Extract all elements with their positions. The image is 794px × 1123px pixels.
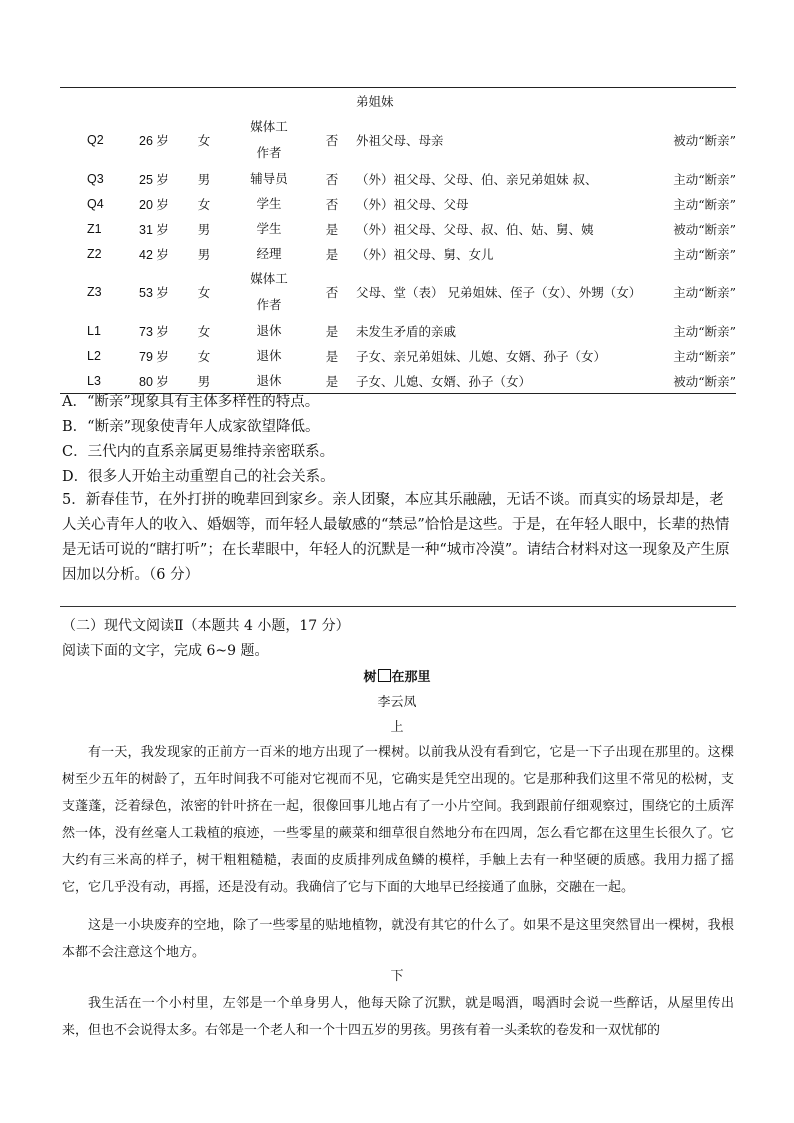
married-cell: 是 [325,246,339,262]
age-cell: 42 岁 [139,247,169,262]
id-cell: Z3 [87,285,102,299]
id-cell: L3 [87,373,101,388]
id-cell: Q4 [87,196,104,211]
section-divider [60,606,736,607]
relatives-cell: （外）祖父母、父母 [356,196,469,212]
option-d: D．很多人开始主动重塑自己的社会关系。 [62,469,335,485]
relatives-cell: 子女、儿媳、女婿、孙子（女） [356,373,532,389]
gender-cell: 女 [197,323,211,339]
relatives-cell: 父母、堂（表） 兄弟姐妹、侄子（女）、外甥（女） [356,285,642,300]
table-row [60,191,736,216]
gender-cell: 女 [197,348,211,364]
survey-table [60,87,736,394]
id-cell: L1 [87,323,101,338]
job-line: 学生 [256,195,282,211]
box-glyph-icon [378,669,391,682]
job-cell [224,318,314,344]
article-title-part1: 树 [363,670,377,685]
job-line: 媒体工 [250,271,288,286]
id-cell: L2 [87,348,101,363]
relatives-cell: 子女、亲兄弟姐妹、儿媳、女婿、孙子（女） [356,348,607,364]
age-cell: 80 岁 [139,374,169,389]
article-paragraph-1: 有一天，我发现家的正前方一百米的地方出现了一棵树。以前我从没有看到它，它是一下子出现在那里的。这棵树至少五年的树龄了，五年时间我不可能对它视而不见，它确实是凭空出现的。它是那种我们这里不常见的松树，支支蓬蓬，泛着绿色，浓密的针叶挤在一起，很像回事儿地占有了一小片空间。我到跟前仔细观察过，围绕它的土质浑然一体，没有丝毫人工栽植的痕迹，一些零星的蕨菜和细草很自然地分布在四周，怎么看它都在这里生长很久了。它大约有三米高的样子，树干粗粗糙糙，表面的皮质排列成鱼鳞的模样，手触上去有一种坚硬的质感。我用力摇了摇它，它几乎没有动，再摇，还是没有动。我确信了它与下面的大地早已经接通了血脉，交融在一起。 [62,745,734,895]
age-cell: 79 岁 [139,349,169,364]
job-cell [224,216,314,242]
married-cell: 否 [325,171,339,187]
type-cell: 被动“断亲” [673,221,736,237]
table-row [60,266,736,318]
age-cell: 26 岁 [139,134,169,148]
age-cell: 53 岁 [139,286,169,300]
table-row [60,343,736,368]
table-row [60,114,736,166]
age-cell: 31 岁 [139,222,169,237]
married-cell: 是 [325,348,339,364]
type-cell: 被动“断亲” [673,373,736,389]
married-cell: 是 [325,221,339,237]
table-row [60,318,736,343]
article-paragraph-3: 我生活在一个小村里，左邻是一个单身男人，他每天除了沉默，就是喝酒，喝酒时会说一些醉话，从屋里传出来，但也不会说得太多。右邻是一个老人和一个十四五岁的男孩。男孩有着一头柔软的卷发和一双忧郁的 [62,996,734,1038]
relatives-cell: （外）祖父母、父母、叔、伯、姑、舅、姨 [356,221,594,237]
job-line: 退休 [256,322,282,338]
option-b: B．“断亲”现象使青年人成家欲望降低。 [62,419,320,435]
id-cell: Q3 [87,171,104,186]
job-cell [224,166,314,192]
job-line: 辅导员 [250,170,288,186]
part-heading-1: 上 [390,720,404,735]
relatives-cell: （外）祖父母、父母、伯、亲兄弟姐妹 叔、 [356,171,598,187]
relatives-cell: （外）祖父母、舅、女儿 [356,246,494,262]
job-line: 学生 [256,220,282,236]
married-cell: 是 [325,323,339,339]
job-line: 作者 [256,297,282,312]
type-cell: 被动“断亲” [673,133,736,148]
article-author: 李云凤 [377,695,417,710]
gender-cell: 男 [197,171,211,187]
relatives-cell: 未发生矛盾的亲戚 [356,323,457,339]
married-cell: 否 [325,196,339,212]
type-cell: 主动“断亲” [673,348,736,364]
job-cell [224,343,314,369]
section-title: （二）现代文阅读Ⅱ（本题共 4 小题，17 分） [62,618,350,634]
job-line: 作者 [256,145,282,160]
article-title-part2: 在那里 [391,670,431,685]
job-cell [224,241,314,267]
id-cell: Q2 [87,133,104,147]
age-cell: 73 岁 [139,324,169,339]
table-body [60,114,736,393]
type-cell: 主动“断亲” [673,171,736,187]
gender-cell: 男 [197,221,211,237]
gender-cell: 女 [197,196,211,212]
article-paragraph-2: 这是一小块废弃的空地，除了一些零星的贴地植物，就没有其它的什么了。如果不是这里突然冒出一棵树，我根本都不会注意这个地方。 [62,918,734,960]
married-cell: 是 [325,373,339,389]
type-cell: 主动“断亲” [673,285,736,300]
job-line: 退休 [256,347,282,363]
type-cell: 主动“断亲” [673,246,736,262]
age-cell: 20 岁 [139,197,169,212]
table-row-continuation [60,88,736,114]
table-row [60,216,736,241]
job-line: 媒体工 [250,119,288,134]
table-row [60,166,736,191]
gender-cell: 男 [197,246,211,262]
gender-cell: 女 [197,285,211,300]
question-5: 5．新春佳节，在外打拼的晚辈回到家乡。亲人团聚，本应其乐融融，无话不谈。而真实的场景却是，老人关心青年人的收入、婚姻等，而年轻人最敏感的“禁忌”恰恰是这些。于是，在年轻人眼中，长辈的热情是无话可说的“瞎打听”；在长辈眼中，年轻人的沉默是一种“城市冷漠”。请结合材料对这一现象及产生原因加以分析。（6 分） [62,492,730,583]
job-line: 经理 [256,245,282,261]
job-cell [224,266,314,318]
relatives-cell: 弟姐妹 [356,94,394,109]
id-cell: Z2 [87,246,102,261]
married-cell: 否 [325,285,339,300]
section-instruction: 阅读下面的文字，完成 6~9 题。 [62,643,269,659]
type-cell: 主动“断亲” [673,196,736,212]
table-row [60,241,736,266]
job-line: 退休 [256,372,282,388]
type-cell: 主动“断亲” [673,323,736,339]
article-title [0,666,794,685]
job-cell [224,191,314,217]
age-cell: 25 岁 [139,172,169,187]
part-heading-2: 下 [390,969,404,984]
married-cell: 否 [325,133,339,148]
id-cell: Z1 [87,221,102,236]
gender-cell: 男 [197,373,211,389]
option-c: C．三代内的直系亲属更易维持亲密联系。 [62,444,335,460]
gender-cell: 女 [197,133,211,148]
relatives-cell: 外祖父母、母亲 [356,133,444,148]
option-a: A．“断亲”现象具有主体多样性的特点。 [62,394,320,410]
job-cell [224,114,314,166]
